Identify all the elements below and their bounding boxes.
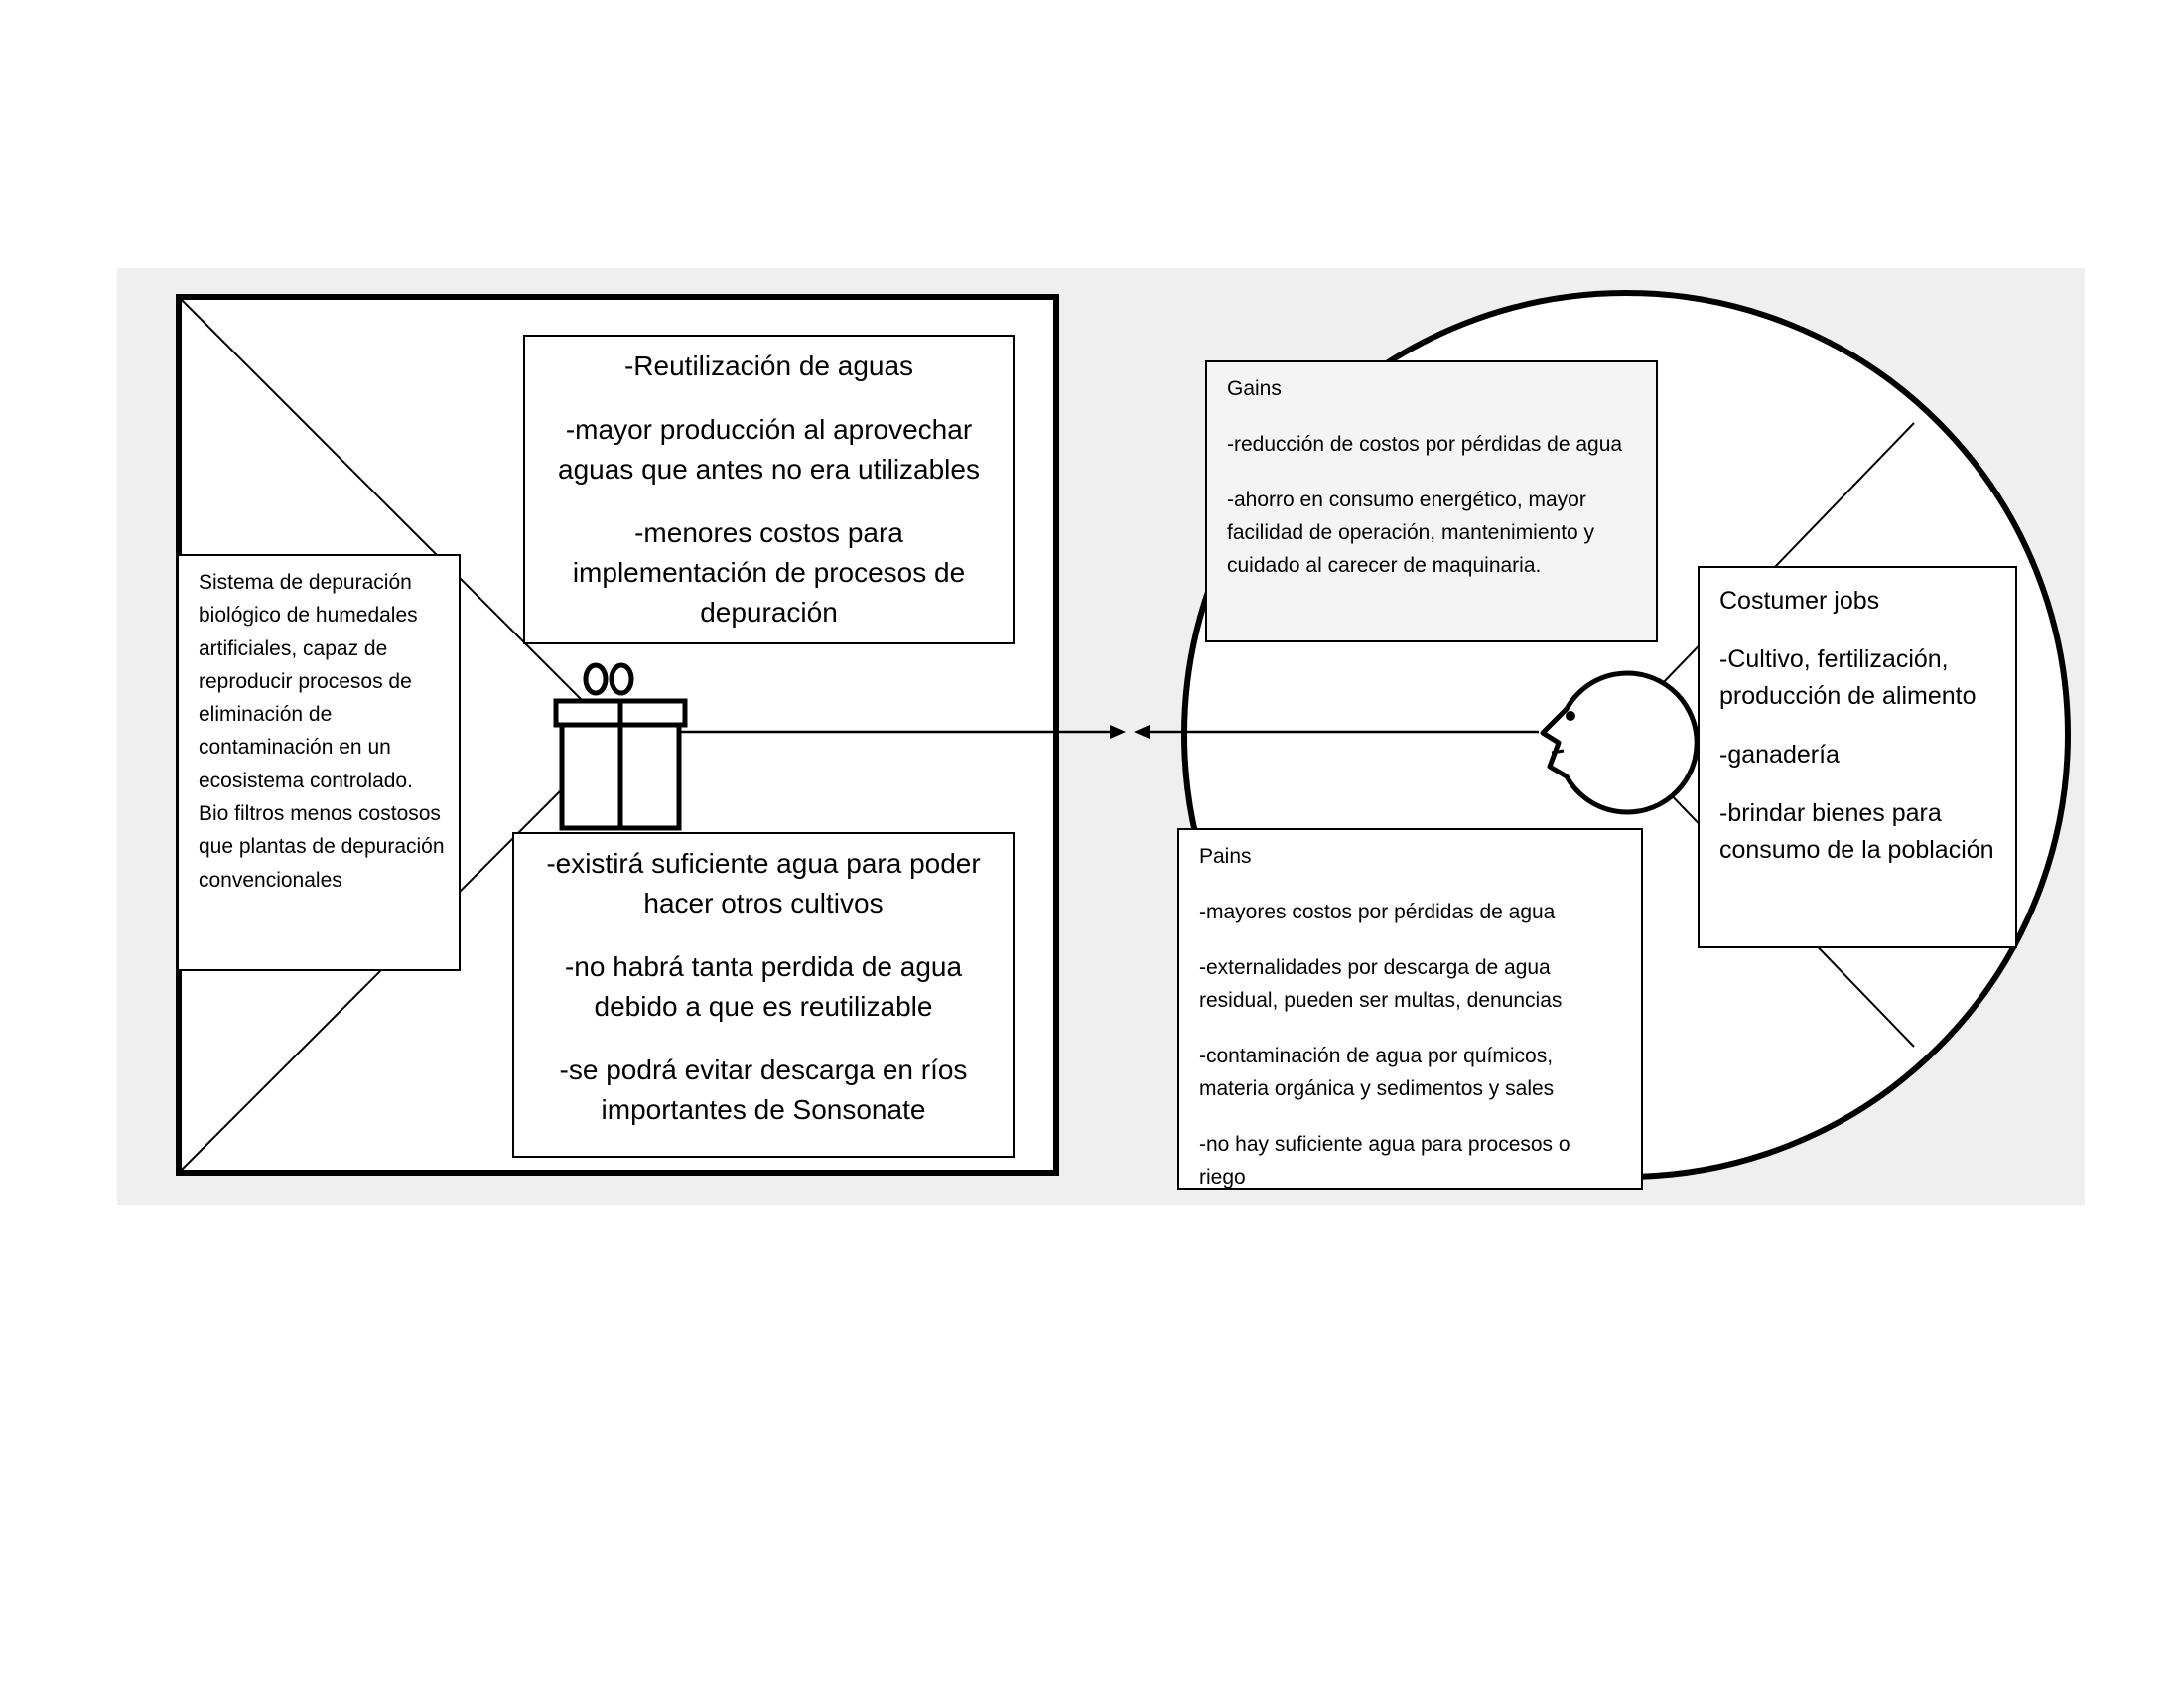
pains-title: Pains: [1199, 845, 1252, 868]
products-services-text: Sistema de depuración biológico de humedales artificiales, capaz de reproducir procesos de eliminación de contaminación en un ecosistema controlado. Bio filtros menos costosos que plantas de depuración convencionales: [199, 571, 445, 892]
arrowhead-left: [1134, 725, 1150, 739]
customer-job-item: -Cultivo, fertilización, producción de alimento: [1719, 645, 1977, 710]
pains-item: -mayores costos por pérdidas de agua: [1199, 901, 1556, 923]
gain-creator-item: -Reutilización de aguas: [623, 351, 914, 381]
customer-job-item: -brindar bienes para consumo de la población: [1719, 799, 1994, 864]
pain-relievers-box: [512, 832, 1015, 1158]
arrowhead-right: [1110, 725, 1126, 739]
gains-box: [1205, 360, 1658, 642]
gains-item: -reducción de costos por pérdidas de agua: [1227, 433, 1623, 456]
gains-item: -ahorro en consumo energético, mayor facilidad de operación, mantenimiento y cuidado al carecer de maquinaria.: [1227, 489, 1595, 577]
gain-creator-item: -mayor producción al aprovechar aguas que antes no era utilizables: [558, 414, 980, 485]
pain-reliever-item: -existirá suficiente agua para poder hacer otros cultivos: [546, 848, 981, 918]
gains-title: Gains: [1227, 377, 1282, 400]
pains-item: -contaminación de agua por químicos, materia orgánica y sedimentos y sales: [1199, 1045, 1555, 1100]
canvas-panel: [117, 268, 2085, 1205]
pains-box: [1177, 828, 1643, 1190]
pains-item: -externalidades por descarga de agua residual, pueden ser multas, denuncias: [1199, 956, 1563, 1012]
gain-creator-item: -menores costos para implementación de procesos de depuración: [572, 517, 966, 628]
pains-item: -no hay suficiente agua para procesos o riego: [1199, 1133, 1570, 1189]
pain-reliever-item: -no habrá tanta perdida de agua debido a que es reutilizable: [564, 951, 963, 1022]
gain-creators-box: [523, 335, 1015, 644]
customer-jobs-title: Costumer jobs: [1719, 587, 1880, 615]
customer-jobs-box: [1698, 566, 2017, 948]
products-services-box: [177, 554, 461, 971]
pain-reliever-item: -se podrá evitar descarga en ríos importantes de Sonsonate: [559, 1055, 968, 1125]
customer-job-item: -ganadería: [1719, 741, 1840, 769]
